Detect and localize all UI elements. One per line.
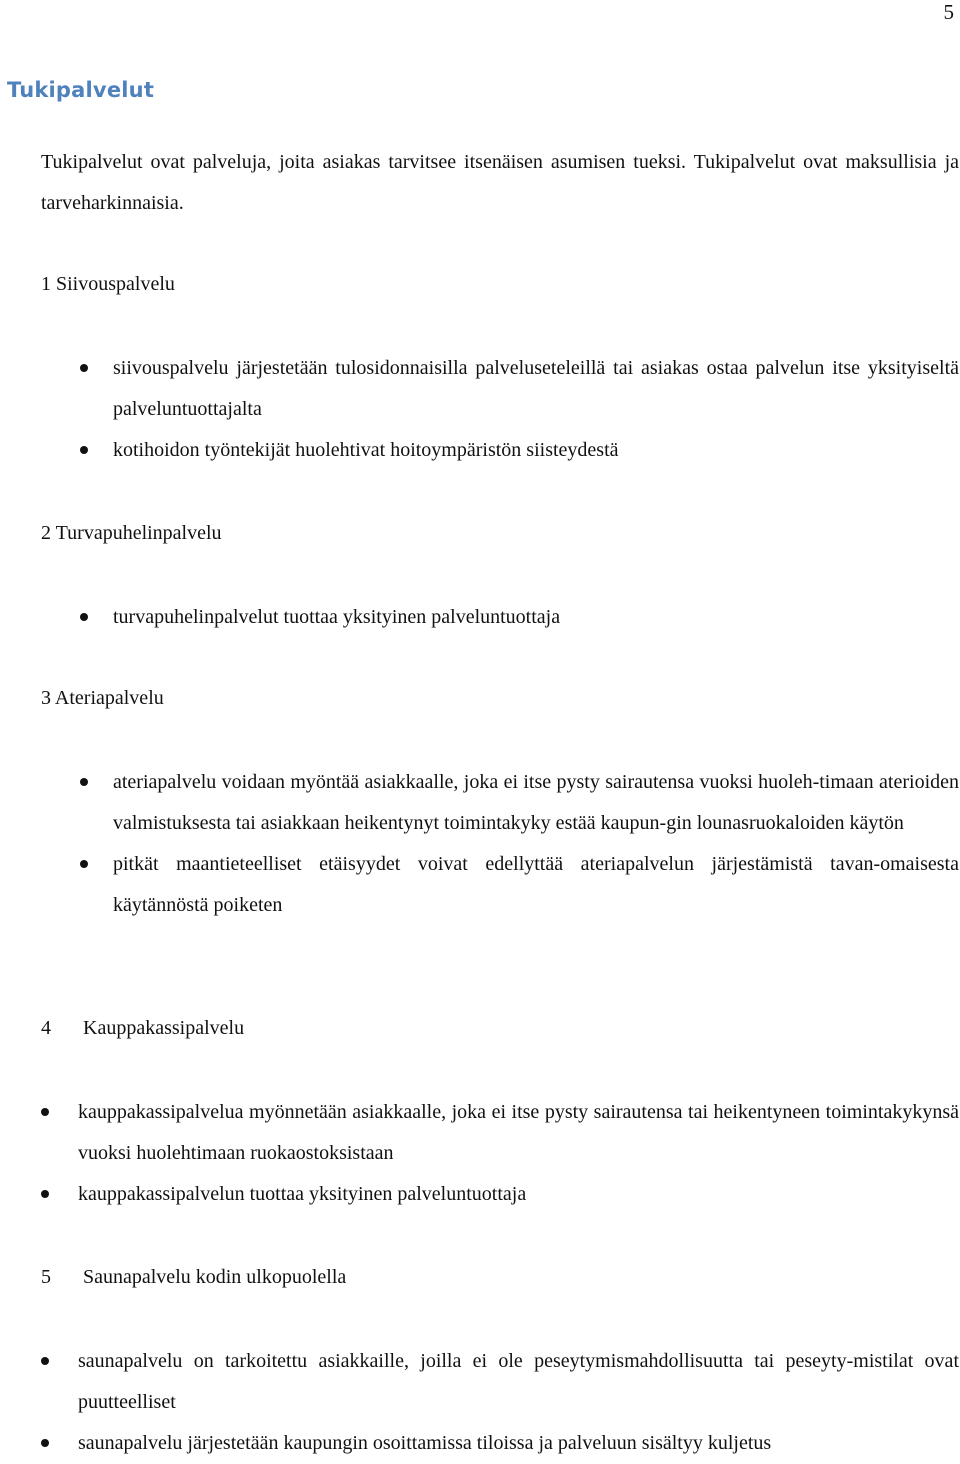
bullet-icon <box>41 1357 49 1365</box>
bullet-icon <box>41 1190 49 1198</box>
ateriapalvelu-list <box>113 762 959 926</box>
list-item: saunapalvelu on tarkoitettu asiakkaille, joilla ei ole peseytymismahdollisuutta tai peseyty-mistilat ovat puutteelliset <box>78 1341 959 1423</box>
kauppakassipalvelu-list <box>78 1092 959 1215</box>
list-item: turvapuhelinpalvelut tuottaa yksityinen palveluntuottaja <box>113 597 959 638</box>
section-number: 1 <box>41 273 51 295</box>
section-title-siivouspalvelu <box>41 272 175 296</box>
bullet-icon <box>41 1439 49 1447</box>
siivouspalvelu-list <box>113 348 959 471</box>
section-label: Saunapalvelu kodin ulkopuolella <box>83 1266 347 1288</box>
section-number: 4 <box>41 1017 51 1039</box>
list-item: kauppakassipalvelun tuottaa yksityinen palveluntuottaja <box>78 1174 959 1215</box>
bullet-icon <box>80 364 88 372</box>
section-label: Ateriapalvelu <box>54 687 164 709</box>
section-title-ateriapalvelu <box>41 686 164 710</box>
section-number: 3 <box>41 687 51 709</box>
bullet-icon <box>80 778 88 786</box>
list-item: saunapalvelu järjestetään kaupungin osoittamissa tiloissa ja palveluun sisältyy kuljetus <box>78 1423 959 1464</box>
section-number: 2 <box>41 522 51 544</box>
bullet-icon <box>80 446 88 454</box>
section-label: Kauppakassipalvelu <box>83 1017 245 1039</box>
turvapuhelinpalvelu-list <box>113 597 959 638</box>
section-title-kauppakassipalvelu <box>41 1016 244 1040</box>
section-title-turvapuhelinpalvelu <box>41 521 222 545</box>
section-label: Turvapuhelinpalvelu <box>55 522 222 544</box>
list-item: kotihoidon työntekijät huolehtivat hoitoympäristön siisteydestä <box>113 430 959 471</box>
page-heading: Tukipalvelut <box>7 78 155 102</box>
section-number: 5 <box>41 1266 51 1288</box>
intro-paragraph: Tukipalvelut ovat palveluja, joita asiakas tarvitsee itsenäisen asumisen tueksi. Tukipalvelut ovat maksullisia ja tarveharkinnaisia. <box>41 151 959 214</box>
bullet-icon <box>41 1108 49 1116</box>
list-item: ateriapalvelu voidaan myöntää asiakkaalle, joka ei itse pysty sairautensa vuoksi huoleh-timaan aterioiden valmistuksesta tai asiakkaan heikentynyt toimintakyky estää kaupun-gin lounasruokaloiden käytön <box>113 762 959 844</box>
bullet-icon <box>80 860 88 868</box>
list-item: siivouspalvelu järjestetään tulosidonnaisilla palveluseteleillä tai asiakas ostaa palvelun itse yksityiseltä palveluntuottajalta <box>113 348 959 430</box>
section-title-saunapalvelu <box>41 1265 346 1289</box>
page-number: 5 <box>943 0 954 24</box>
section-label: Siivouspalvelu <box>56 273 175 295</box>
saunapalvelu-list <box>78 1341 959 1464</box>
bullet-icon <box>80 613 88 621</box>
list-item: kauppakassipalvelua myönnetään asiakkaalle, joka ei itse pysty sairautensa tai heikentyneen toimintakykynsä vuoksi huolehtimaan ruokaostoksistaan <box>78 1092 959 1174</box>
list-item: pitkät maantieteelliset etäisyydet voivat edellyttää ateriapalvelun järjestämistä tavan-omaisesta käytännöstä poiketen <box>113 844 959 926</box>
